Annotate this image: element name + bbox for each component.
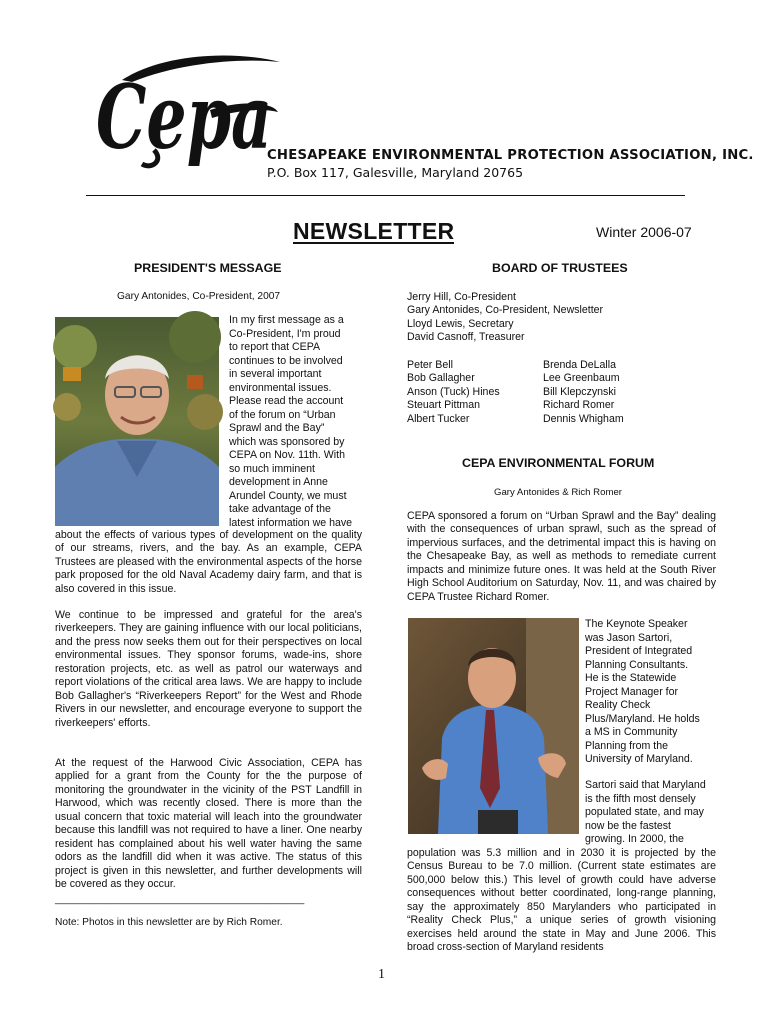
wrap-line: Please read the account xyxy=(229,395,344,407)
presidents-message-para2: We continue to be impressed and grateful for the area's riverkeepers. They are gaining influence with our local politicians, and the press now seeks them out for their perspectives on local environmental issues. They sponsor forums, wade-ins, shore restoration projects, etc. as well as patrol our waterways and report violations of the critical area laws. We are happy to include Bob Gallagher's “Riverkeepers Report” for the West and Rhode Rivers in our newsletter, and encourage everyone to support the riverkeepers' efforts. xyxy=(55,609,362,729)
trustee-item: Peter Bell xyxy=(407,359,453,371)
cepa-logo-graphic xyxy=(92,52,282,172)
newsletter-title: NEWSLETTER xyxy=(293,218,455,244)
wrap-line: continues to be involved xyxy=(229,354,343,367)
wrap-line: CEPA on Nov. 11th. With xyxy=(229,449,345,461)
president-photo xyxy=(55,317,219,526)
wrap-line: Co-President, I'm proud xyxy=(229,327,341,340)
newsletter-season: Winter 2006-07 xyxy=(596,224,692,240)
wrap-line: which was sponsored by xyxy=(229,435,345,448)
wrap-line: latest information we have xyxy=(229,516,353,529)
trustee-item: Lee Greenbaum xyxy=(543,372,620,385)
wrap-line: in several important xyxy=(229,368,322,380)
section-separator: ____________________________________________ xyxy=(55,894,305,905)
board-officers xyxy=(407,291,603,344)
forum-para1: CEPA sponsored a forum on “Urban Sprawl and the Bay” dealing with the consequences of urban sprawl, such as the spread of impervious surfaces, and the detrimental impact this is having on the Chesapeake Bay, as well as methods to remediate current impacts and minimize future ones. It was held at the South River High School Auditorium on Saturday, Nov. 11, and was chaired by CEPA Trustee Richard Romer. xyxy=(407,510,716,603)
wrap-line: Reality Check xyxy=(585,699,651,711)
officer-item: Lloyd Lewis, Secretary xyxy=(407,317,514,330)
forum-heading: CEPA ENVIRONMENTAL FORUM xyxy=(462,456,655,470)
wrap-line: Plus/Maryland. He holds xyxy=(585,712,700,725)
forum-byline: Gary Antonides & Rich Romer xyxy=(494,487,622,498)
wrap-line: Planning from the xyxy=(585,739,669,752)
officer-item: Jerry Hill, Co-President xyxy=(407,291,516,303)
presidents-message-wrap xyxy=(229,314,362,530)
trustee-item: Steuart Pittman xyxy=(407,399,481,412)
trustee-item: Richard Romer xyxy=(543,399,615,412)
wrap-line: President of Integrated xyxy=(585,645,693,657)
org-name: CHESAPEAKE ENVIRONMENTAL PROTECTION ASSOCIATION, INC. xyxy=(267,148,754,163)
wrap-line: Planning Consultants. xyxy=(585,658,689,671)
org-address: P.O. Box 117, Galesville, Maryland 20765 xyxy=(267,165,524,180)
wrap-line: growing. In 2000, the xyxy=(585,833,684,845)
wrap-line: The Keynote Speaker xyxy=(585,618,688,630)
board-heading: BOARD OF TRUSTEES xyxy=(492,261,628,275)
speaker-photo xyxy=(408,618,579,834)
wrap-line: University of Maryland. xyxy=(585,753,693,765)
officer-item: Gary Antonides, Co-President, Newsletter xyxy=(407,304,604,317)
trustee-item: Brenda DeLalla xyxy=(543,359,617,371)
wrap-line: now be the fastest xyxy=(585,819,671,832)
officer-item: David Casnoff, Treasurer xyxy=(407,330,525,343)
wrap-line: is the fifth most densely xyxy=(585,792,696,805)
wrap-line: was Jason Sartori, xyxy=(585,631,673,644)
forum-wrap2 xyxy=(585,779,716,847)
wrap-line: of the forum on “Urban xyxy=(229,408,336,421)
wrap-line: In my first message as a xyxy=(229,314,344,326)
logo-text: Cepa xyxy=(96,65,272,169)
presidents-message-heading: PRESIDENT'S MESSAGE xyxy=(134,261,282,275)
wrap-line: to report that CEPA xyxy=(229,341,321,353)
presidents-message-byline: Gary Antonides, Co-President, 2007 xyxy=(117,291,281,302)
forum-wrap1 xyxy=(585,618,716,767)
trustee-item: Albert Tucker xyxy=(407,412,470,425)
header-rule xyxy=(86,195,685,196)
wrap-line: development in Anne xyxy=(229,476,328,488)
trustee-item: Bob Gallagher xyxy=(407,372,475,385)
wrap-line: Sartori said that Maryland xyxy=(585,779,706,791)
trustee-item: Bill Klepczynski xyxy=(543,385,617,398)
presidents-message-para1: about the effects of various types of development on the quality of our streams, rivers, and the bay. As an example, CEPA Trustees are pleased with the environmental aspects of the horse park proposed for the old Naval Academy dairy farm, and that is also covered in this issue. xyxy=(55,529,362,595)
cepa-logo xyxy=(92,52,282,172)
trustee-item: Anson (Tuck) Hines xyxy=(407,385,500,398)
wrap-line: a MS in Community xyxy=(585,726,678,738)
trustees-left xyxy=(407,359,500,426)
page-number: 1 xyxy=(378,967,385,982)
wrap-line: Arundel County, we must xyxy=(229,489,347,502)
trustee-item: Dennis Whigham xyxy=(543,412,624,425)
wrap-line: populated state, and may xyxy=(585,806,704,818)
wrap-line: Sprawl and the Bay” xyxy=(229,422,325,434)
wrap-line: Project Manager for xyxy=(585,685,679,698)
trustees-right xyxy=(543,359,624,426)
photo-credit-note: Note: Photos in this newsletter are by Rich Romer. xyxy=(55,917,283,928)
wrap-line: take advantage of the xyxy=(229,503,331,515)
wrap-line: He is the Statewide xyxy=(585,672,677,684)
wrap-line: environmental issues. xyxy=(229,381,332,394)
forum-para3: population was 5.3 million and in 2030 it is projected by the Census Bureau to be 7.0 million. (Current state estimates are 500,000 below this.) This level of growth could have adverse consequences without better coordinated, long-range planning, say the approximately 850 Marylanders who participated in “Reality Check Plus,” a unique series of growth visioning exercises held around the state in May and June 2006. This broad cross-section of Maryland residents xyxy=(407,847,716,954)
presidents-message-para3: At the request of the Harwood Civic Association, CEPA has applied for a grant from the County for the the purpose of monitoring the groundwater in the vicinity of the PST Landfill in Harwood, which was recently closed. There is more than the usual concern that toxic material will leach into the groundwater because this landfill was not required to have a liner. One nearby resident has complained about his well water having the same odors as the landfill did when it was active. The status of this project is given in this newsletter, and further developments will be covered as they occur. xyxy=(55,757,362,891)
wrap-line: so much imminent xyxy=(229,462,315,475)
